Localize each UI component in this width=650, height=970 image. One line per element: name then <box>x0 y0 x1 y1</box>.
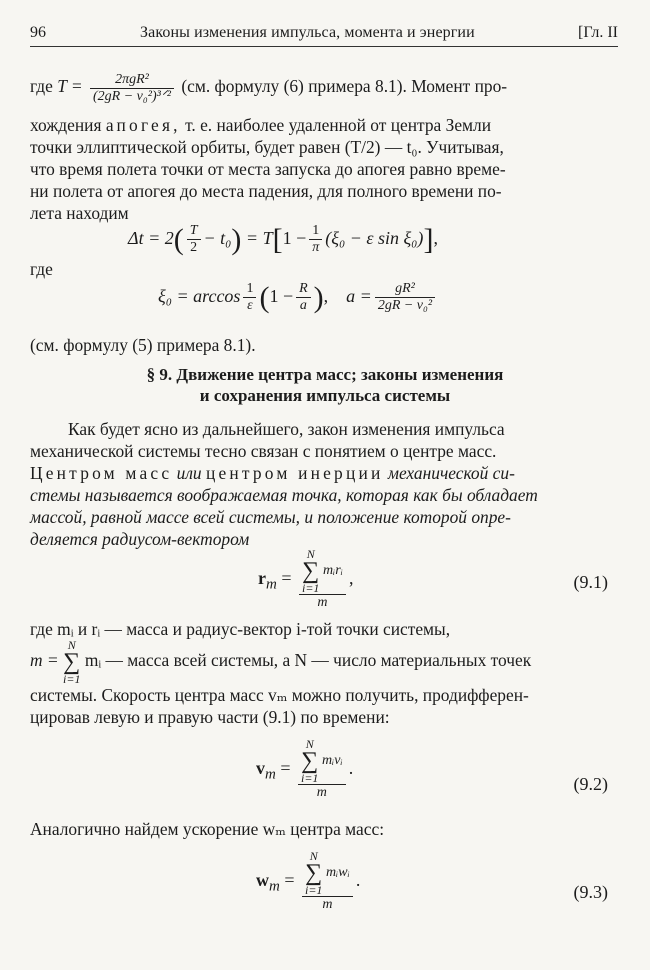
italic-mechanical: механической си- <box>387 463 515 483</box>
eq91-numerator <box>299 548 346 594</box>
xi-formula: ξ₀ = arccos $\frac{1}{\varepsilon}$ (1 − $\frac{R}{a}$ ), a = $\frac{\text{gR²}}{\text{2gR − v₀²}}$ <box>158 276 438 316</box>
para3-line-4: цировав левую и правую части (9.1) по времени: <box>30 707 390 727</box>
eq93-lhs: w <box>256 870 269 890</box>
page-number: 96 <box>30 24 46 41</box>
chapter-marker: [Гл. II <box>577 24 618 41</box>
eq92-sum-top: N <box>305 737 314 752</box>
running-title: Законы изменения импульса, момента и энергии <box>140 24 475 41</box>
equation-9-3: $w_m$ = N ∑ i=1 mᵢwᵢ m . <box>256 849 361 913</box>
section-title-line-1: § 9. Движение центра масс; законы изменения <box>146 365 504 384</box>
equation-9-2: $v_m$ = N ∑ i=1 mᵢvᵢ m . <box>256 737 354 801</box>
eq91-sum-top: N <box>306 547 315 562</box>
equation-number-9-1: (9.1) <box>573 572 608 592</box>
dt-equals-T: = T <box>245 228 273 248</box>
eq93-numerator <box>302 850 353 896</box>
eq92-term: mᵢvᵢ <box>321 753 343 769</box>
eq91-term: mᵢrᵢ <box>322 563 343 579</box>
para2-line-2: механической системы тесно связан с понятием о центре масс. <box>30 441 497 461</box>
equation-number-9-3: (9.3) <box>573 882 608 902</box>
eq93-sum-bot: i=1 <box>305 883 323 898</box>
text-line-6: лета находим <box>30 203 129 223</box>
eq93-lhs-sub: m <box>269 878 280 895</box>
para2-line-3 <box>30 462 610 484</box>
a-fraction <box>375 281 435 314</box>
eq92-numerator <box>298 738 346 784</box>
eq93-denominator: m <box>302 896 353 913</box>
period-denominator: (2gR − v₀²)³ᐟ² <box>90 88 174 105</box>
period-numerator: 2πgR² <box>115 71 149 87</box>
eq91-sum-bot: i=1 <box>302 581 320 596</box>
xi-r-fraction <box>296 281 311 314</box>
a-num: gR² <box>395 281 415 297</box>
para3-line-2 <box>30 638 610 686</box>
period-fraction <box>90 72 174 105</box>
text-line-1 <box>30 64 610 108</box>
eq93-sum: N ∑ i=1 <box>305 849 323 898</box>
reference-line: (см. формулу (5) примера 8.1). <box>30 335 256 355</box>
para2-line-1: Как будет ясно из дальнейшего, закон изменения импульса <box>68 419 505 439</box>
para2-line-4: стемы называется воображаемая точка, которая как бы обладает <box>30 485 538 505</box>
xi-eps-fraction <box>243 281 256 314</box>
para3-line-1: где mᵢ и rᵢ — масса и радиус-вектор i-той точки системы, <box>30 619 451 639</box>
para3-line-2-rest: mᵢ — масса всей системы, а N — число материальных точек <box>84 650 532 670</box>
eq91-lhs: r <box>258 568 266 588</box>
dt-mid: − t₀ <box>203 228 232 248</box>
text-line-5: ни полета от апогея до места падения, для полного времени по- <box>30 181 502 201</box>
equation-9-1: $r_m$ = N ∑ i=1 mᵢrᵢ m , <box>258 547 354 611</box>
text-line-3: точки эллиптической орбиты, будет равен (T/2) — t₀. Учитывая, <box>30 137 504 157</box>
text-line-2 <box>30 114 610 136</box>
mass-sum: N ∑ i=1 <box>63 638 81 686</box>
eq93-term: mᵢwᵢ <box>325 865 350 881</box>
eq91-fraction <box>299 548 346 611</box>
running-header <box>30 24 618 47</box>
para4-line: Аналогично найдем ускорение wₘ центра масс: <box>30 819 385 839</box>
para2-line-5: массой, равной массе всей системы, и положение которой опре- <box>30 507 511 527</box>
eq92-fraction <box>298 738 346 801</box>
eq93-sum-top: N <box>309 849 318 864</box>
dt-frac-num: T <box>189 223 198 239</box>
dt-pi-num: 1 <box>312 223 320 239</box>
dt-half-fraction <box>187 223 201 256</box>
a-lhs: a = <box>346 286 372 306</box>
line1-tail: (см. формулу (6) примера 8.1). Момент про- <box>181 76 508 96</box>
mass-sum-bot: i=1 <box>63 672 81 686</box>
spaced-center-of-inertia: центром инерции <box>205 463 384 483</box>
xi-inner: 1 − <box>269 286 294 306</box>
para2-line-6: деляется радиусом-вектором <box>30 529 250 549</box>
xi-eps-den: ε <box>243 297 256 314</box>
eq91-lhs-sub: m <box>266 576 277 593</box>
dt-frac-den: 2 <box>187 239 201 256</box>
dt-pi-fraction <box>309 223 322 256</box>
eq93-fraction <box>302 850 353 913</box>
delta-t-formula: Δt = 2( $\frac{T}{2}$ − t₀) = T[1 − $\frac{1}{\pi}$ (ξ₀ − ε sin ξ₀)], <box>128 222 438 256</box>
equation-number-9-2: (9.2) <box>573 774 608 794</box>
dt-one: 1 − <box>282 228 307 248</box>
dt-pi-den: π <box>309 239 322 256</box>
dt-tail: (ξ₀ − ε sin ξ₀) <box>325 228 424 248</box>
spaced-apogee: апогея, <box>105 115 181 135</box>
line2-start: хождения <box>30 115 102 135</box>
para3-line-3: системы. Скорость центра масс vₘ можно получить, продифферен- <box>30 685 529 705</box>
eq91-denominator: m <box>299 594 346 611</box>
eq92-denominator: m <box>298 784 346 801</box>
eq92-lhs-sub: m <box>265 766 276 783</box>
where-line-2: где <box>30 259 53 279</box>
xi-lhs: ξ₀ = arccos <box>158 286 241 306</box>
mass-sum-top: N <box>67 638 76 652</box>
line2-end: т. е. наиболее удаленной от центра Земли <box>185 115 492 135</box>
a-den: 2gR − v₀² <box>375 297 435 314</box>
eq91-sum: N ∑ i=1 <box>302 547 320 596</box>
period-lhs: T = <box>57 76 83 96</box>
section-title-line-2: и сохранения импульса системы <box>199 386 451 405</box>
xi-r-den: a <box>296 297 311 314</box>
text-line-4: что время полета точки от места запуска до апогея равно време- <box>30 159 506 179</box>
spaced-center-of-mass: Центром масс <box>30 463 173 483</box>
italic-or: или <box>176 463 202 483</box>
mass-total-lhs: m = <box>30 650 59 670</box>
eq92-lhs: v <box>256 758 265 778</box>
xi-r-num: R <box>299 281 308 297</box>
xi-eps-num: 1 <box>246 281 254 297</box>
dt-lhs: Δt = 2 <box>128 228 174 248</box>
where-word: где <box>30 76 53 96</box>
eq92-sum: N ∑ i=1 <box>301 737 319 786</box>
eq92-sum-bot: i=1 <box>301 771 319 786</box>
